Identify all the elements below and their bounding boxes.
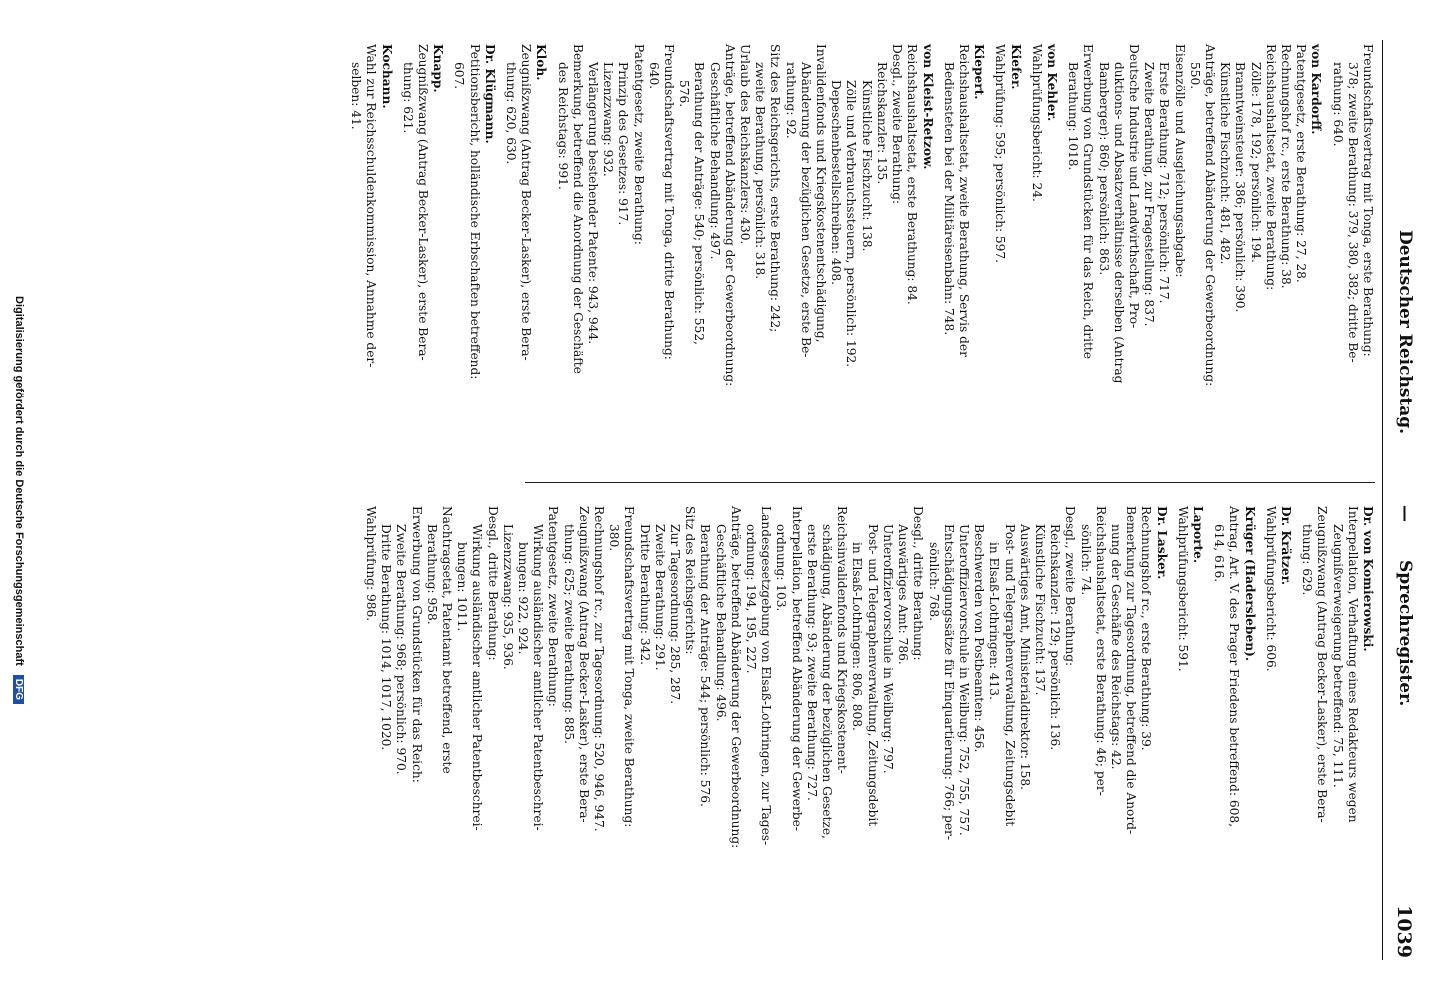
- entry-line: Wahlprüfungsbericht: 24.: [1029, 44, 1044, 202]
- entry-line: Wahlprüfungsbericht: 591.: [1175, 506, 1190, 672]
- entry-line: Invalidenfonds und Kriegskostenentschädigung,: [814, 44, 829, 343]
- entry-line: Berathung: 958.: [424, 524, 439, 625]
- entry-line: Entschädigungssätze für Einquartierung: 766; per-: [941, 524, 956, 840]
- entry-line: Berathung der Anträge: 544; persönlich: 576.: [698, 524, 713, 807]
- entry-line: Desgl., zweite Berathung:: [1063, 506, 1078, 667]
- entry-line: duktions- und Absatzverhältnisse derselben (Antrag: [1111, 62, 1126, 384]
- entry-line: rathung: 640.: [1330, 62, 1345, 147]
- entry-line: Bemerkung zur Tagesordnung, betreffend die Anord-: [1124, 506, 1139, 835]
- entry-line: nung der Geschäfte des Reichstags: 42.: [1108, 524, 1123, 770]
- entry-line: Wahl zur Reichsschuldenkommission, Annahme der-: [364, 44, 379, 368]
- column-divider: [525, 482, 1375, 483]
- entry-line: 614, 616.: [1212, 524, 1227, 583]
- entry-line: Wahlprüfung: 595; persönlich: 597.: [993, 44, 1008, 264]
- entry-line: Eisenzölle und Ausgleichungsabgabe:: [1172, 44, 1187, 278]
- right-column: [357, 506, 1375, 956]
- entry-line: Zeugnißzwang (Antrag Becker-Lasker), erste Bera-: [1315, 506, 1330, 823]
- entry-line: thung: 621.: [400, 62, 415, 134]
- entry-line: Abänderung der bezüglichen Gesetze, erste Be-: [798, 62, 813, 358]
- entry-line: Reichskanzler: 135.: [874, 62, 889, 185]
- entry-line: Geschäftliche Behandlung: 496.: [713, 524, 728, 722]
- entry-line: Deutsche Industrie und Landwirthschaft, Pro-: [1126, 44, 1141, 329]
- entry-line: Depeschenbestellschreiben: 408.: [829, 80, 844, 286]
- speaker-name: Krüger (Hadersleben).: [1242, 506, 1257, 662]
- entry-line: Erwerbung von Grundstücken für das Reich, dritte: [1081, 44, 1096, 360]
- entry-line: Bemerkung, betreffend die Anordnung der Geschäfte: [570, 44, 585, 374]
- register-entry: [1029, 44, 1059, 464]
- entry-line: Verlängerung bestehender Patente: 943, 944.: [586, 62, 601, 345]
- entry-line: Patentgesetz, zweite Berathung:: [546, 506, 561, 707]
- register-entry: [1211, 506, 1257, 956]
- entry-line: Dritte Berathung: 1014, 1017, 1020.: [379, 524, 394, 751]
- entry-line: Erste Berathung: 712; persönlich: 717.: [1157, 62, 1172, 304]
- entry-line: schädigung, Abänderung der bezüglichen Gesetze,: [820, 524, 835, 839]
- entry-line: Patentgesetz, erste Berathung: 27, 28.: [1294, 44, 1309, 283]
- entry-line: Freundschaftsvertrag mit Tonga, dritte Berathung:: [662, 44, 677, 360]
- speaker-name: Dr. Krätzer.: [1278, 506, 1293, 586]
- entry-line: des Reichstags: 991.: [555, 62, 570, 190]
- register-entry: [503, 44, 549, 464]
- entry-line: Zeugnißzwang (Antrag Becker-Lasker), erste Bera-: [519, 44, 534, 361]
- entry-line: Prinzip des Gesetzes: 917.: [616, 62, 631, 226]
- entry-line: 380.: [607, 524, 622, 552]
- speaker-name: Dr. Lasker.: [1154, 506, 1169, 580]
- register-entry: [992, 44, 1022, 464]
- entry-line: erste Berathung: 93; zweite Berathung: 727.: [804, 524, 819, 801]
- entry-line: in Elsaß-Lothringen: 413.: [987, 542, 1002, 700]
- register-entry: [363, 506, 1169, 956]
- entry-line: 640.: [646, 62, 661, 90]
- entry-line: rathung: 92.: [783, 62, 798, 139]
- entry-line: Rechnungshof rc., zur Tagesordnung: 520, 946, 947.: [592, 506, 607, 832]
- entry-line: Landesgesetzgebung von Elsaß-Lothringen, zur Tages-: [759, 506, 774, 846]
- entry-line: Lizenzzwang: 935, 936.: [500, 524, 515, 670]
- entry-line: Branntweinsteuer: 386; persönlich: 390.: [1233, 62, 1248, 313]
- speaker-name: von Kleist-Retzow.: [920, 44, 935, 170]
- entry-line: thung: 629.: [1300, 524, 1315, 596]
- entry-line: Bamberger): 860; persönlich: 863.: [1096, 62, 1111, 276]
- document-page: [11, 20, 1421, 980]
- entry-line: Auswärtiges Amt, Ministerialdirektor: 158.: [1017, 524, 1032, 791]
- entry-line: Reichshaushaltsetat, erste Berathung: 46; per-: [1093, 506, 1108, 796]
- speaker-name: Laporte.: [1190, 506, 1205, 564]
- entry-line: Unteroffiziervorschule in Weilburg: 752, 755, 757.: [956, 524, 971, 836]
- entry-line: sönlich: 768.: [926, 542, 941, 622]
- register-entry: [1329, 44, 1375, 464]
- entry-line: 378; zweite Berathung: 379, 380, 382; dritte Be-: [1345, 62, 1360, 363]
- entry-line: Reichshaushaltsetat, zweite Berathung, Servis der: [956, 44, 971, 357]
- entry-line: zweite Berathung, persönlich: 318.: [753, 62, 768, 280]
- page-header: [1377, 20, 1421, 980]
- entry-line: Anträge, betreffend Abänderung der Gewerbeordnung:: [1202, 44, 1217, 387]
- entry-line: sönlich: 74.: [1078, 524, 1093, 596]
- entry-line: Anträge, betreffend Abänderung der Gewerbeordnung:: [722, 44, 737, 387]
- entry-line: 576.: [677, 80, 692, 108]
- entry-line: Reichshaushaltsetat, erste Berathung: 84.: [905, 44, 920, 305]
- entry-line: in Elsaß-Lothringen: 806, 808.: [850, 542, 865, 731]
- page-number: 1039: [1393, 905, 1415, 958]
- entry-line: Wirkung ausländischer amtlicher Patentbeschrei-: [470, 524, 485, 831]
- entry-line: Zölle und Verbrauchssteuern, persönlich: 192.: [844, 80, 859, 368]
- entry-line: Wahlprüfung: 986.: [364, 506, 378, 622]
- speaker-name: von Kardorff.: [1309, 44, 1324, 135]
- entry-line: Nachtragsetat, Patentamt betreffend, erste: [440, 506, 455, 774]
- entry-line: Petitionsbericht, holländische Erbschaften betreffend:: [467, 44, 482, 380]
- left-column: [342, 44, 1375, 464]
- register-entry: [1263, 506, 1293, 956]
- entry-line: ordnung: 103.: [774, 524, 789, 612]
- speaker-name: Kloh.: [534, 44, 549, 81]
- entry-line: Zweite Berathung, zur Fragestellung: 837.: [1142, 62, 1157, 327]
- entry-line: Reichshaushaltsetat, zweite Berathung:: [1263, 44, 1278, 291]
- speaker-name: Knapp.: [431, 44, 446, 93]
- register-entry: [1175, 506, 1205, 956]
- entry-line: Zweite Berathung: 291.: [652, 524, 667, 671]
- digitization-footer: [13, 38, 25, 962]
- entry-line: Erwerbung von Grundstücken für das Reich:: [409, 506, 424, 783]
- entry-line: Berathung der Anträge: 540; persönlich: 552,: [692, 62, 707, 345]
- entry-line: Patentgesetz, zweite Berathung:: [631, 44, 646, 245]
- running-title-right: Sprechregister.: [1395, 560, 1415, 707]
- register-entry: [1065, 44, 1323, 464]
- register-entry: [941, 44, 987, 464]
- entry-line: thung: 625; zweite Berathung: 885.: [561, 524, 576, 745]
- entry-line: Wahlprüfungsbericht: 606.: [1263, 506, 1278, 672]
- entry-line: Desgl., dritte Berathung:: [485, 506, 500, 661]
- entry-line: Reichskanzler: 129; persönlich: 136.: [1048, 524, 1063, 751]
- entry-line: Zur Tagesordnung: 285, 287.: [668, 524, 683, 705]
- entry-line: Wirkung ausländischer amtlicher Patentbeschrei-: [531, 524, 546, 831]
- header-dash: —: [1395, 505, 1415, 522]
- entry-line: Zeugnißverweigerung betreffend: 75, 111.: [1330, 524, 1345, 788]
- entry-line: Freundschaftsvertrag mit Tonga, zweite Berathung:: [622, 506, 637, 828]
- entry-line: Antrag, Art. V. des Prager Friedens betreffend: 608,: [1227, 506, 1242, 828]
- entry-line: Berathung: 1018.: [1066, 62, 1081, 171]
- register-entry: [1299, 506, 1375, 956]
- entry-line: Zeugnißzwang (Antrag Becker-Lasker), erste Bera-: [416, 44, 431, 361]
- register-entry: [554, 44, 934, 464]
- entry-line: Sitz des Reichsgerichts:: [683, 506, 698, 655]
- entry-line: thung: 620, 630.: [504, 62, 519, 165]
- entry-line: selben: 41.: [349, 62, 364, 130]
- entry-line: ordnung: 194, 195, 227.: [744, 524, 759, 674]
- footer-text: Digitalisierung gefördert durch die Deutsche Forschungsgemeinschaft: [13, 296, 25, 666]
- entry-line: Desgl., zweite Berathung:: [890, 44, 905, 205]
- entry-line: Desgl., dritte Berathung:: [911, 506, 926, 661]
- entry-line: Post- und Telegraphenverwaltung, Zeitungsdebit: [1002, 524, 1017, 827]
- speaker-name: Kiefer.: [1008, 44, 1023, 90]
- entry-line: Freundschaftsvertrag mit Tonga, erste Berathung:: [1361, 44, 1375, 357]
- header-rule: [1382, 40, 1383, 960]
- entry-line: Auswärtiges Amt: 786.: [896, 524, 911, 665]
- entry-line: Bediensteten bei der Militäreisenbahn: 748.: [941, 62, 956, 336]
- register-entry: [451, 44, 497, 464]
- speaker-name: von Kehler.: [1044, 44, 1059, 122]
- entry-line: Post- und Telegraphenverwaltung, Zeitungsdebit: [865, 524, 880, 827]
- speaker-name: Kiepert.: [972, 44, 987, 100]
- entry-line: bungen: 922, 924.: [516, 542, 531, 655]
- entry-line: Lizenzzwang: 932.: [601, 62, 616, 177]
- entry-line: 607.: [452, 62, 467, 90]
- entry-line: Künstliche Fischzucht: 137.: [1032, 524, 1047, 696]
- entry-line: Anträge, betreffend Abänderung der Gewerbeordnung:: [728, 506, 743, 849]
- entry-line: Beschwerden von Postbeamten: 456.: [972, 524, 987, 753]
- register-entry: [400, 44, 446, 464]
- entry-line: Dritte Berathung: 342.: [637, 524, 652, 666]
- entry-line: Rechnungshof rc., erste Berathung: 38.: [1278, 44, 1293, 289]
- entry-line: Geschäftliche Behandlung: 497.: [707, 62, 722, 260]
- entry-line: Zölle: 178, 192; persönlich: 194.: [1248, 62, 1263, 263]
- entry-line: Interpellation, Verhaftung eines Redakteurs wegen: [1345, 506, 1360, 823]
- entry-line: Sitz des Reichsgerichts, erste Berathung: 242;: [768, 44, 783, 333]
- entry-line: bungen: 1011.: [455, 542, 470, 632]
- entry-line: Interpellation, betreffend Abänderung der Gewerbe-: [789, 506, 804, 831]
- entry-line: Künstliche Fischzucht: 138.: [859, 80, 874, 252]
- speaker-name: Kochann.: [379, 44, 394, 109]
- entry-line: 550.: [1187, 62, 1202, 90]
- speaker-name: Dr. von Komierowski.: [1361, 506, 1375, 652]
- running-title-left: Deutscher Reichstag.: [1395, 230, 1415, 435]
- entry-line: Unteroffiziervorschule in Weilburg: 797.: [880, 524, 895, 774]
- register-entry: [348, 44, 394, 464]
- entry-line: Künstliche Fischzucht: 481, 482.: [1218, 62, 1233, 265]
- entry-line: Urlaub des Reichskanzlers: 430.: [738, 44, 753, 245]
- entry-line: Zweite Berathung: 968; persönlich: 970.: [394, 524, 409, 775]
- speaker-name: Dr. Klügmann.: [482, 44, 497, 144]
- entry-line: Zeugnißzwang (Antrag Becker-Lasker), erste Bera-: [576, 506, 591, 823]
- dfg-logo: DFG: [13, 675, 24, 704]
- entry-line: Rechnungshof rc., erste Berathung: 39.: [1139, 506, 1154, 751]
- entry-line: Reichsinvalidenfonds und Kriegskostenent-: [835, 506, 850, 774]
